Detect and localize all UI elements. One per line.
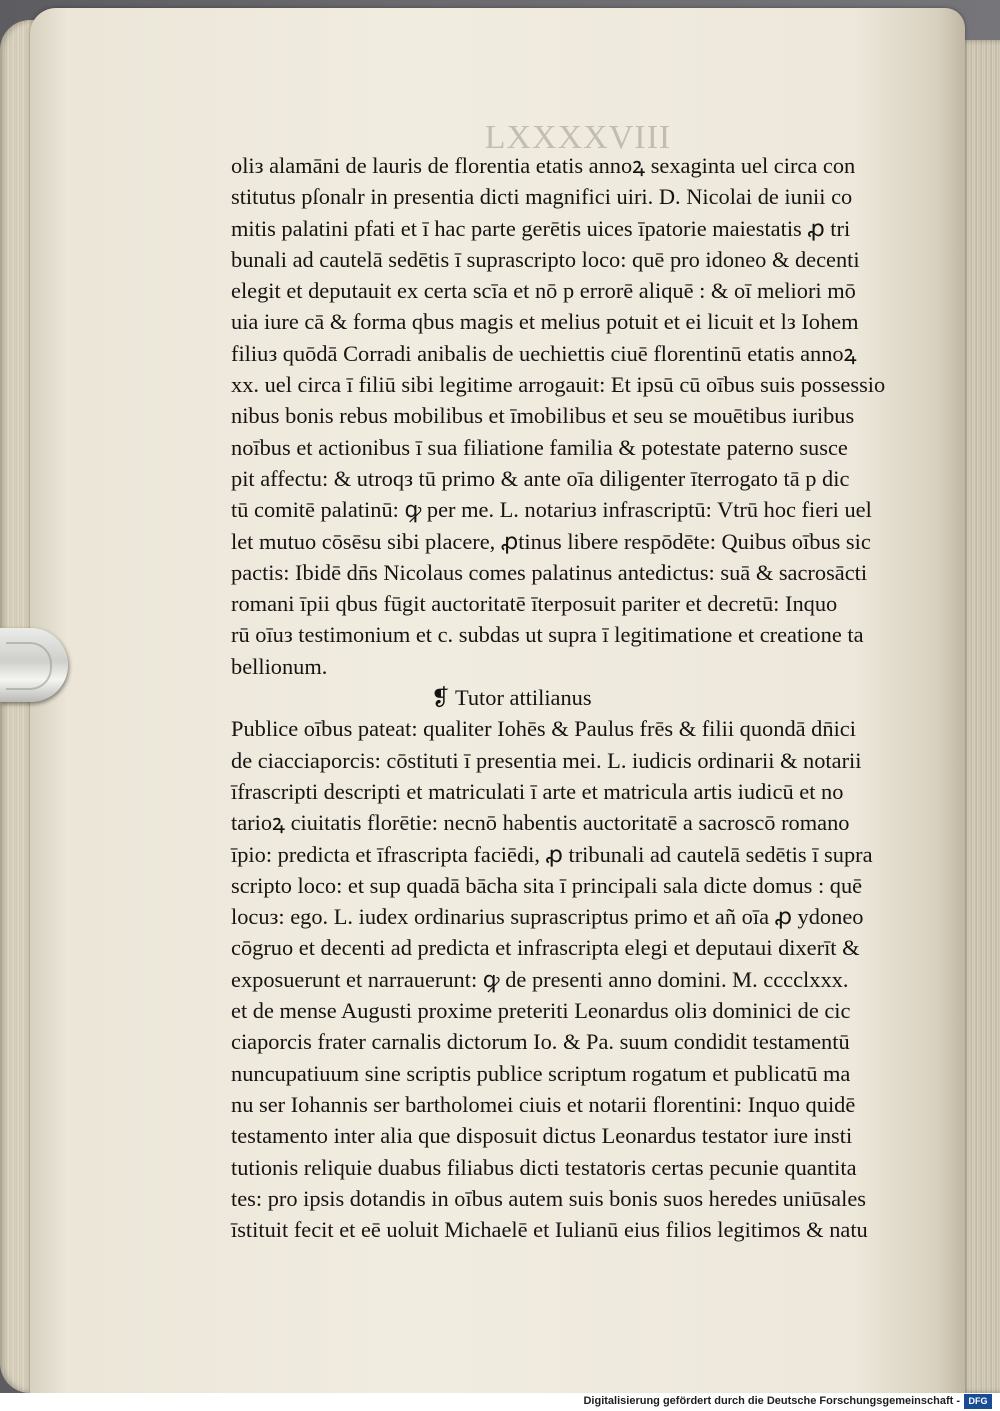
text-line: bellionum.: [231, 653, 328, 679]
text-line: scripto loco: et sup quadā bācha sita ī principali sala dicte domus : quē: [231, 872, 863, 898]
text-line: īstituit fecit et eē uoluit Michaelē et Iulianū eius filios legitimos & natu: [231, 1217, 868, 1243]
text-line: elegit et deputauit ex certa scīa et nō p errorē aliquē : & oī meliori mō: [231, 278, 856, 304]
text-line: oliз alamāni de lauris de florentia etatis annoꝝ sexaginta uel circa con: [231, 153, 856, 178]
text-line: locuз: ego. L. iudex ordinarius suprascriptus primo et añ oīa ꝓ ydoneo: [231, 904, 864, 930]
text-line: tes: pro ipsis dotandis in oībus autem suis bonis suos heredes uniūsales: [231, 1185, 866, 1211]
text-line: bunali ad cautelā sedētis ī suprascripto loco: quē pro idoneo & decenti: [231, 246, 860, 272]
text-line: ciaporcis frater carnalis dictorum Io. & Pa. suum condidit testamentū: [231, 1029, 850, 1055]
text-line: xx. uel circa ī filiū sibi legitime arrogauit: Et ipsū cū oībus suis possessio: [231, 372, 886, 398]
text-line: cōgruo et decenti ad predicta et infrascripta elegi et deputaui dixerīt &: [231, 935, 860, 961]
text-line: tutionis reliquie duabus filiabus dicti testatoris certas pecunie quantita: [231, 1154, 857, 1180]
footer-bar: [0, 1393, 1000, 1411]
text-line: tū comitē palatinū: ꝙ per me. L. notariuз infrascriptū: Vtrū hoc fieri uel: [231, 497, 872, 523]
text-line: īfrascripti descripti et matriculati ī arte et matricula artis iudicū et no: [231, 778, 844, 804]
text-line: Publice oībus pateat: qualiter Iohēs & Paulus frēs & filii quondā dn̄ici: [231, 716, 856, 742]
folio-number-showthrough: LXXXXVIII: [484, 119, 672, 156]
text-line: filiuз quōdā Corradi anibalis de uechiettis ciuē florentinū etatis annoꝝ: [231, 340, 857, 366]
dfg-logo: DFG: [964, 1394, 992, 1409]
text-line: et de mense Augusti proxime preteriti Leonardus oliз dominici de cic: [231, 998, 851, 1024]
text-line: pit affectu: & utroqз tū primo & ante oīa diligenter īterrogato tā p dic: [231, 465, 850, 491]
section-heading: ❡ Tutor attilianus: [431, 685, 592, 711]
text-line: testamento inter alia que disposuit dictus Leonardus testator iure insti: [231, 1123, 853, 1149]
text-line: nuncupatiuum sine scriptis publice scriptum rogatum et publicatū ma: [231, 1060, 851, 1086]
text-line: nibus bonis rebus mobilibus et īmobilibus et seu se mouētibus iuribus: [231, 403, 855, 429]
paragraph-legitimatio: [231, 150, 931, 682]
paragraph-tutor: [231, 713, 931, 1245]
text-line: de ciacciaporcis: cōstituti ī presentia mei. L. iudicis ordinarii & notarii: [231, 747, 862, 773]
text-line: tarioꝝ ciuitatis florētie: necnō habentis auctoritatē a sacroscō romano: [231, 810, 850, 836]
text-line: uia iure cā & forma qbus magis et melius potuit et ei licuit et lз Iohem: [231, 309, 859, 335]
funding-credit: Digitalisierung gefördert durch die Deutsche Forschungsgemeinschaft -: [583, 1395, 960, 1407]
text-line: rū oīuз testimonium et c. subdas ut supra ī legitimatione et creatione ta: [231, 622, 864, 648]
text-line: pactis: Ibidē dn̄s Nicolaus comes palatinus antedictus: suā & sacrosācti: [231, 559, 868, 585]
text-line: stitutus pſonalr in presentia dicti magnifici uiri. D. Nicolai de iunii co: [231, 184, 853, 210]
text-line: noībus et actionibus ī sua filiatione familia & potestate paterno susce: [231, 434, 848, 460]
text-line: romani īpii qbus fūgit auctoritatē īterposuit pariter et decretū: Inquo: [231, 591, 838, 617]
text-line: let mutuo cōsēsu sibi placere, ꝓtinus libere respōdēte: Quibus oībus sic: [231, 528, 871, 554]
text-line: mitis palatini pfati et ī hac parte gerētis uices īpatorie maiestatis ꝓ tri: [231, 215, 851, 241]
text-line: īpio: predicta et īfrascripta faciēdi, ꝓ tribunali ad cautelā sedētis ī supra: [231, 841, 873, 867]
text-line: nu ser Iohannis ser bartholomei ciuis et notarii florentini: Inquo quidē: [231, 1091, 856, 1117]
page-text-block: [231, 150, 931, 1245]
text-line: exposuerunt et narrauerunt: ꝙ de presenti anno domini. M. cccclxxx.: [231, 966, 849, 992]
section-heading-line: [231, 682, 931, 713]
